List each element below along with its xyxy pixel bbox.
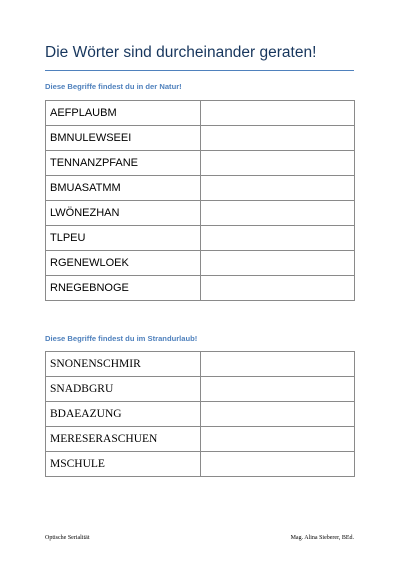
table-row bbox=[46, 151, 355, 176]
answer-cell[interactable] bbox=[201, 226, 355, 251]
word-table-nature bbox=[45, 100, 355, 301]
section-heading-nature: Diese Begriffe findest du in der Natur! bbox=[45, 82, 182, 91]
answer-cell[interactable] bbox=[201, 402, 355, 427]
table-row bbox=[46, 101, 355, 126]
footer-right: Mag. Alina Sieberer, BEd. bbox=[290, 535, 354, 541]
title-rule bbox=[45, 70, 354, 71]
answer-cell[interactable] bbox=[201, 251, 355, 276]
answer-cell[interactable] bbox=[201, 151, 355, 176]
table-row bbox=[46, 352, 355, 377]
scrambled-word: LWÖNEZHAN bbox=[46, 201, 201, 226]
scrambled-word: TENNANZPFANE bbox=[46, 151, 201, 176]
scrambled-word: MSCHULE bbox=[46, 452, 201, 477]
scrambled-word: BMNULEWSEEI bbox=[46, 126, 201, 151]
scrambled-word: SNONENSCHMIR bbox=[46, 352, 201, 377]
table-row bbox=[46, 427, 355, 452]
word-table-beach bbox=[45, 351, 355, 477]
answer-cell[interactable] bbox=[201, 276, 355, 301]
table-row bbox=[46, 377, 355, 402]
table-row bbox=[46, 226, 355, 251]
footer-left: Optische Serialität bbox=[45, 535, 90, 541]
scrambled-word: SNADBGRU bbox=[46, 377, 201, 402]
answer-cell[interactable] bbox=[201, 377, 355, 402]
page-title: Die Wörter sind durcheinander geraten! bbox=[45, 44, 317, 61]
table-row bbox=[46, 402, 355, 427]
table-row bbox=[46, 201, 355, 226]
scrambled-word: BMUASATMM bbox=[46, 176, 201, 201]
scrambled-word: AEFPLAUBM bbox=[46, 101, 201, 126]
answer-cell[interactable] bbox=[201, 452, 355, 477]
table-row bbox=[46, 251, 355, 276]
table-row bbox=[46, 452, 355, 477]
answer-cell[interactable] bbox=[201, 201, 355, 226]
scrambled-word: RGENEWLOEK bbox=[46, 251, 201, 276]
answer-cell[interactable] bbox=[201, 427, 355, 452]
answer-cell[interactable] bbox=[201, 352, 355, 377]
scrambled-word: MERESERASCHUEN bbox=[46, 427, 201, 452]
scrambled-word: RNEGEBNOGE bbox=[46, 276, 201, 301]
answer-cell[interactable] bbox=[201, 126, 355, 151]
scrambled-word: BDAEAZUNG bbox=[46, 402, 201, 427]
table-row bbox=[46, 276, 355, 301]
table-row bbox=[46, 126, 355, 151]
scrambled-word: TLPEU bbox=[46, 226, 201, 251]
table-row bbox=[46, 176, 355, 201]
answer-cell[interactable] bbox=[201, 101, 355, 126]
answer-cell[interactable] bbox=[201, 176, 355, 201]
section-heading-beach: Diese Begriffe findest du im Strandurlaub! bbox=[45, 334, 198, 343]
